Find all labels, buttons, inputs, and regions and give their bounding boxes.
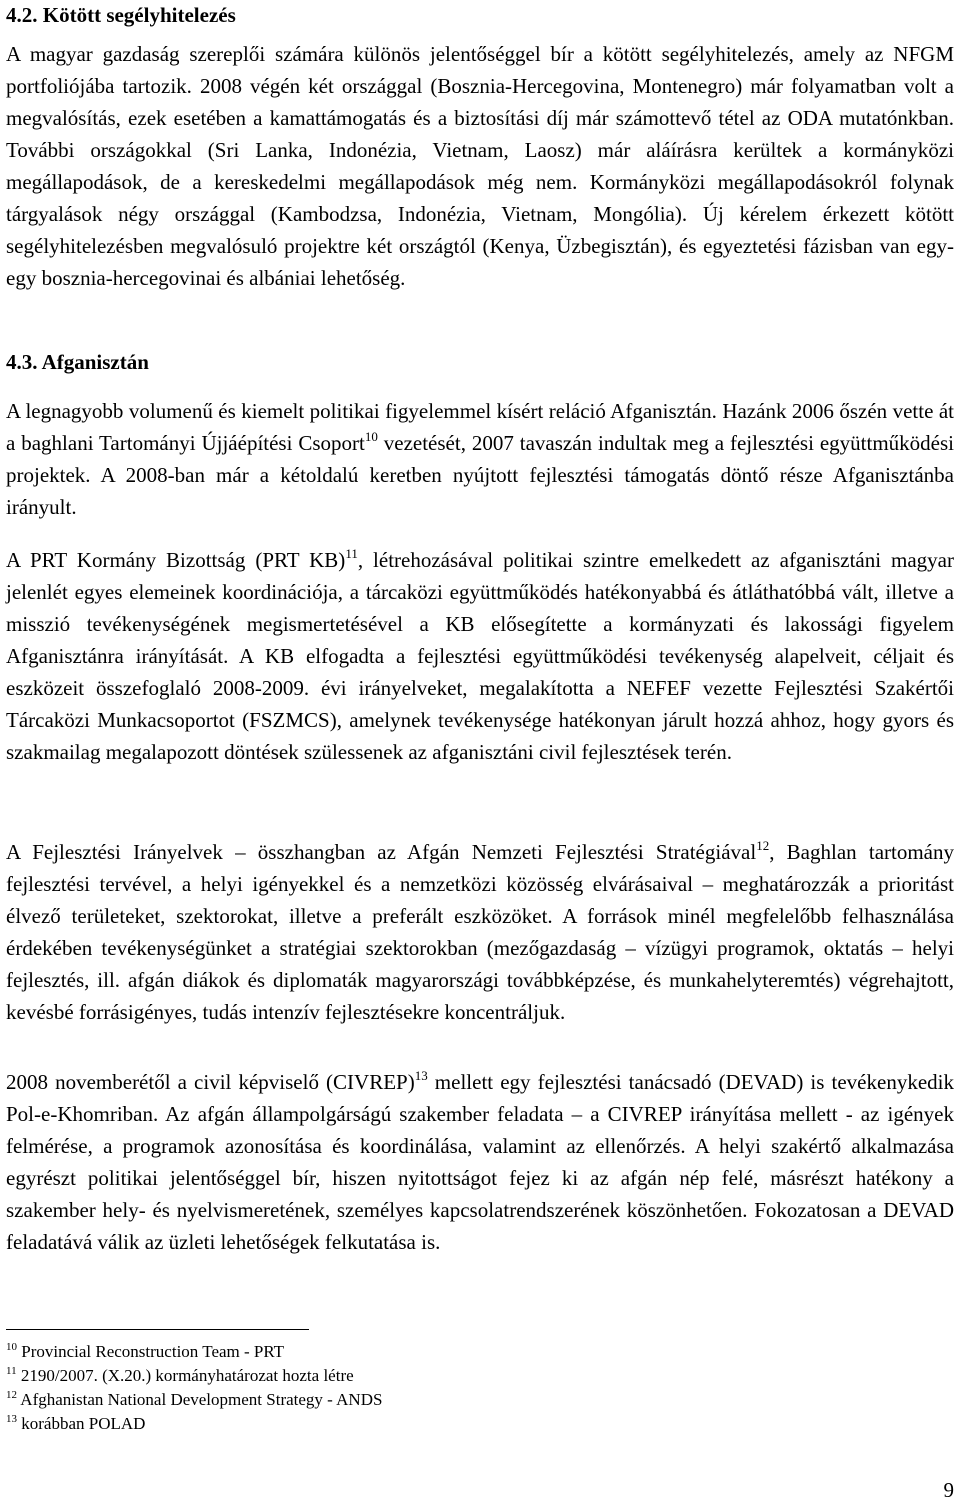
paragraph-text: A legnagyobb volumenű és kiemelt politikai figyelemmel kísért reláció Afganisztán. Hazánk 2006 őszén vette át a baghlani Tartományi Újjáépítési Csoport [6, 399, 954, 455]
footnote-text: 2190/2007. (X.20.) kormányhatározat hozta létre [16, 1366, 354, 1385]
paragraph-text: , létrehozásával politikai szintre emelkedett az afganisztáni magyar jelenlét egyes elemeinek koordinációja, a tárcaközi együttműködés hatékonyabbá és átláthatóbbá vált, illetve a misszió tevékenységének megismertetésével a KB elősegítette a kormányzati és lakossági figyelem Afganisztánra irányítását. A KB elfogadta a fejlesztési együttműködési tevékenység alapelveit, céljait és eszközeit összefoglaló 2008-2009. évi irányelveket, megalakította a NEFEF vezette Fejlesztési Szakértői Tárcaközi Munkacsoportot (FSZMCS), amelynek tevékenysége hatékonyan járult hozzá ahhoz, hogy gyors és szakmailag megalapozott döntések szülessenek az afganisztáni civil fejlesztések terén. [6, 548, 954, 764]
page-number: 9 [943, 1478, 954, 1502]
footnote-ref-11[interactable]: 11 [345, 546, 358, 561]
footnote-number: 10 [6, 1341, 17, 1353]
section-heading-4-3: 4.3. Afganisztán [6, 350, 149, 374]
footnote-text: Provincial Reconstruction Team - PRT [17, 1342, 285, 1361]
paragraph-development-guidelines [6, 836, 954, 1028]
footnote-number: 13 [6, 1413, 17, 1425]
paragraph-text: A Fejlesztési Irányelvek – összhangban az Afgán Nemzeti Fejlesztési Stratégiával [6, 840, 757, 864]
footnote-number: 12 [6, 1389, 17, 1401]
paragraph-text: A PRT Kormány Bizottság (PRT KB) [6, 548, 346, 572]
paragraph-text: , Baghlan tartomány fejlesztési tervével, a helyi igényekkel és a nemzetközi közösség elvárásaival – meghatározzák a prioritást élvező területeket, szektorokat, illetve a preferált eszközöket. A források minél megfelelőbb felhasználása érdekében tevékenységünket a stratégiai szektorokban (mezőgazdaság – vízügyi programok, oktatás – helyi fejlesztés, ill. afgán diákok és diplomaták magyarországi továbbképzése, és munkahelyteremtés) végrehajtott, kevésbé forrásigényes, tudás intenzív fejlesztésekre koncentráljuk. [6, 840, 955, 1024]
footnote-text: korábban POLAD [17, 1414, 146, 1433]
footnote-text: Afghanistan National Development Strategy - ANDS [17, 1390, 383, 1409]
paragraph-civrep-devad [6, 1066, 954, 1258]
section-heading-4-2: 4.2. Kötött segélyhitelezés [6, 3, 236, 27]
footnote-separator [6, 1329, 309, 1330]
footnote-11 [6, 1365, 354, 1387]
paragraph-tied-aid: A magyar gazdaság szereplői számára különös jelentőséggel bír a kötött segélyhitelezés, amely az NFGM portfoliójába tartozik. 2008 végén két országgal (Bosznia-Hercegovina, Montenegro) már folyamatban volt a megvalósítás, ezek esetében a kamattámogatás és a biztosítási díj már számottevő tétel az ODA mutatónkban. További országokkal (Sri Lanka, Indonézia, Vietnam, Laosz) már aláírásra kerültek a kormányközi megállapodások, de a kereskedelmi megállapodások még nem. Kormányközi megállapodásokról folynak tárgyalások négy országgal (Kambodzsa, Indonézia, Vietnam, Mongólia). Új kérelem érkezett kötött segélyhitelezésben megvalósuló projektre két országtól (Kenya, Üzbegisztán), és egyeztetési fázisban van egy-egy bosznia-hercegovinai és albániai lehetőség. [6, 42, 954, 290]
footnote-12 [6, 1389, 382, 1411]
footnote-13 [6, 1413, 145, 1435]
footnote-number: 11 [6, 1365, 17, 1377]
paragraph-text: 2008 novemberétől a civil képviselő (CIVREP) [6, 1070, 415, 1094]
paragraph-text: vezetését, 2007 tavaszán indultak meg a fejlesztési együttműködési projektek. A 2008-ban már a kétoldalú keretben nyújtott fejlesztési támogatás döntő része Afganisztánba irányult. [6, 431, 954, 519]
footnote-ref-12[interactable]: 12 [756, 838, 770, 853]
footnote-ref-13[interactable]: 13 [414, 1068, 428, 1083]
paragraph-prt-committee [6, 544, 954, 768]
footnote-10 [6, 1341, 284, 1363]
paragraph-text: mellett egy fejlesztési tanácsadó (DEVAD) is tevékenykedik Pol-e-Khomriban. Az afgán állampolgárságú szakember feladata – a CIVREP irányítása mellett - az igények felmérése, a programok azonosítása és koordinálása, valamint az ellenőrzés. A helyi szakértő alkalmazása egyrészt politikai jelentőséggel bír, hiszen nyitottságot fejez ki az afgán nép felé, másrészt hatékony a szakember hely- és nyelvismeretének, személyes kapcsolatrendszerének köszönhetően. Fokozatosan a DEVAD feladatává válik az üzleti lehetőségek felkutatása is. [6, 1070, 954, 1254]
footnote-ref-10[interactable]: 10 [364, 429, 378, 444]
paragraph-afghanistan-intro [6, 395, 954, 523]
